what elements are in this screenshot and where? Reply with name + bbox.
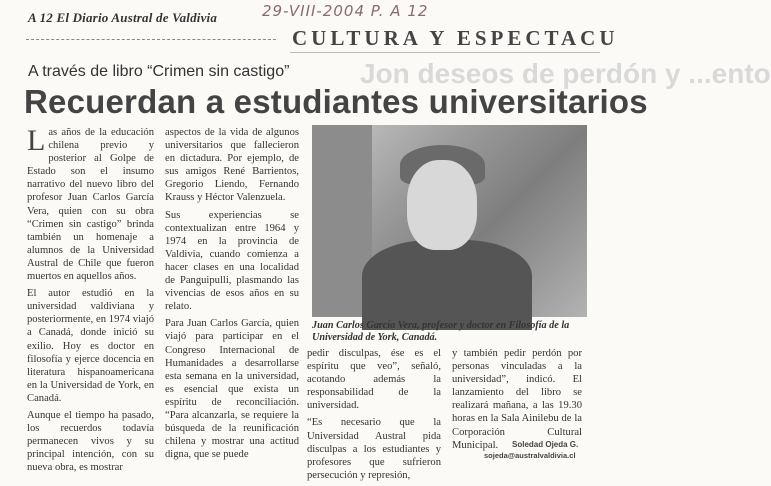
paragraph: Aunque el tiempo ha pasado, los recuerdos todavía permanecen vivos y su principal intención, con su nueva obra, es mostrar (27, 409, 154, 474)
paragraph: Para Juan Carlos García, quien viajó para participar en el Congreso Internacional de Humanidades a desarrollarse esta semana en la universidad, es esencial que exista un espíritu de reconciliación. “Para alcanzarla, se requiere la búsqueda de la reunificación chilena y mostrar una actitud digna, que se puede (165, 318, 299, 461)
article-column-1 (27, 126, 154, 478)
paragraph: “Es necesario que la Universidad Austral pida disculpas a los estudiantes y profesores que sufrieron persecución y represión, (307, 417, 441, 481)
article-column-3 (307, 347, 441, 486)
byline-name: Soledad Ojeda G. (512, 440, 579, 449)
author-photo (312, 125, 587, 317)
photo-caption: Juan Carlos García Vera, profesor y doctor en Filosofía de la Universidad de York, Canadá. (312, 320, 570, 343)
handwritten-date: 29-VIII-2004 P. A 12 (262, 2, 429, 20)
article-column-2 (165, 126, 299, 465)
bleed-through-text: Jon deseos de perdón y ...ento (360, 58, 771, 89)
section-divider (290, 52, 600, 53)
paragraph: El autor estudió en la universidad valdiviana y posteriormente, en 1974 viajó a Canadá, donde inició su exilio. Hoy es doctor en filosofía y ejerce docencia en literatura hispanoamericana en la Universidad de York, en Canadá. (27, 288, 154, 404)
header-divider (26, 39, 276, 40)
article-headline: Recuerdan a estudiantes universitarios (24, 83, 648, 120)
paragraph: aspectos de la vida de algunos universitarios que fallecieron en dictadura. Por ejemplo, de sus amigos René Barrientos, Gregorio Liendo, Fernando Krauss y Héctor Valenzuela. (165, 127, 299, 204)
drop-cap: L (27, 124, 46, 157)
byline-email: sojeda@australvaldivia.cl (484, 451, 576, 460)
article-kicker: A través de libro “Crimen sin castigo” (28, 63, 290, 80)
paragraph: Sus experiencias se contextualizan entre 1964 y 1974 en la provincia de Valdivia, cuando comienza a hacer clases en una localidad de Panguipulli, plasmando las vivencias de esos años en su relato. (165, 209, 299, 313)
page-label: A 12 El Diario Austral de Valdivia (28, 10, 218, 25)
section-title: CULTURA Y ESPECTACU (292, 26, 619, 50)
paragraph: pedir disculpas, ése es el espíritu que veo”, señaló, acotando además la responsabilidad de la universidad. (307, 348, 441, 412)
paragraph: Las años de la educación chilena previo y posterior al Golpe de Estado son el insumo narrativo del nuevo libro del profesor Juan Carlos García Vera, quien con su obra “Crimen sin castigo” brinda también un homenaje a alumnos de la Universidad Austral de Chile que fueron muertos en aquellos años. (27, 124, 154, 283)
paragraph: y también pedir perdón por personas vinculadas a la universidad”, indicó. El lanzamiento del libro se realizará mañana, a las 19.30 horas en la Sala Ainilebu de la Corporación Cultural Municipal. (452, 348, 582, 451)
